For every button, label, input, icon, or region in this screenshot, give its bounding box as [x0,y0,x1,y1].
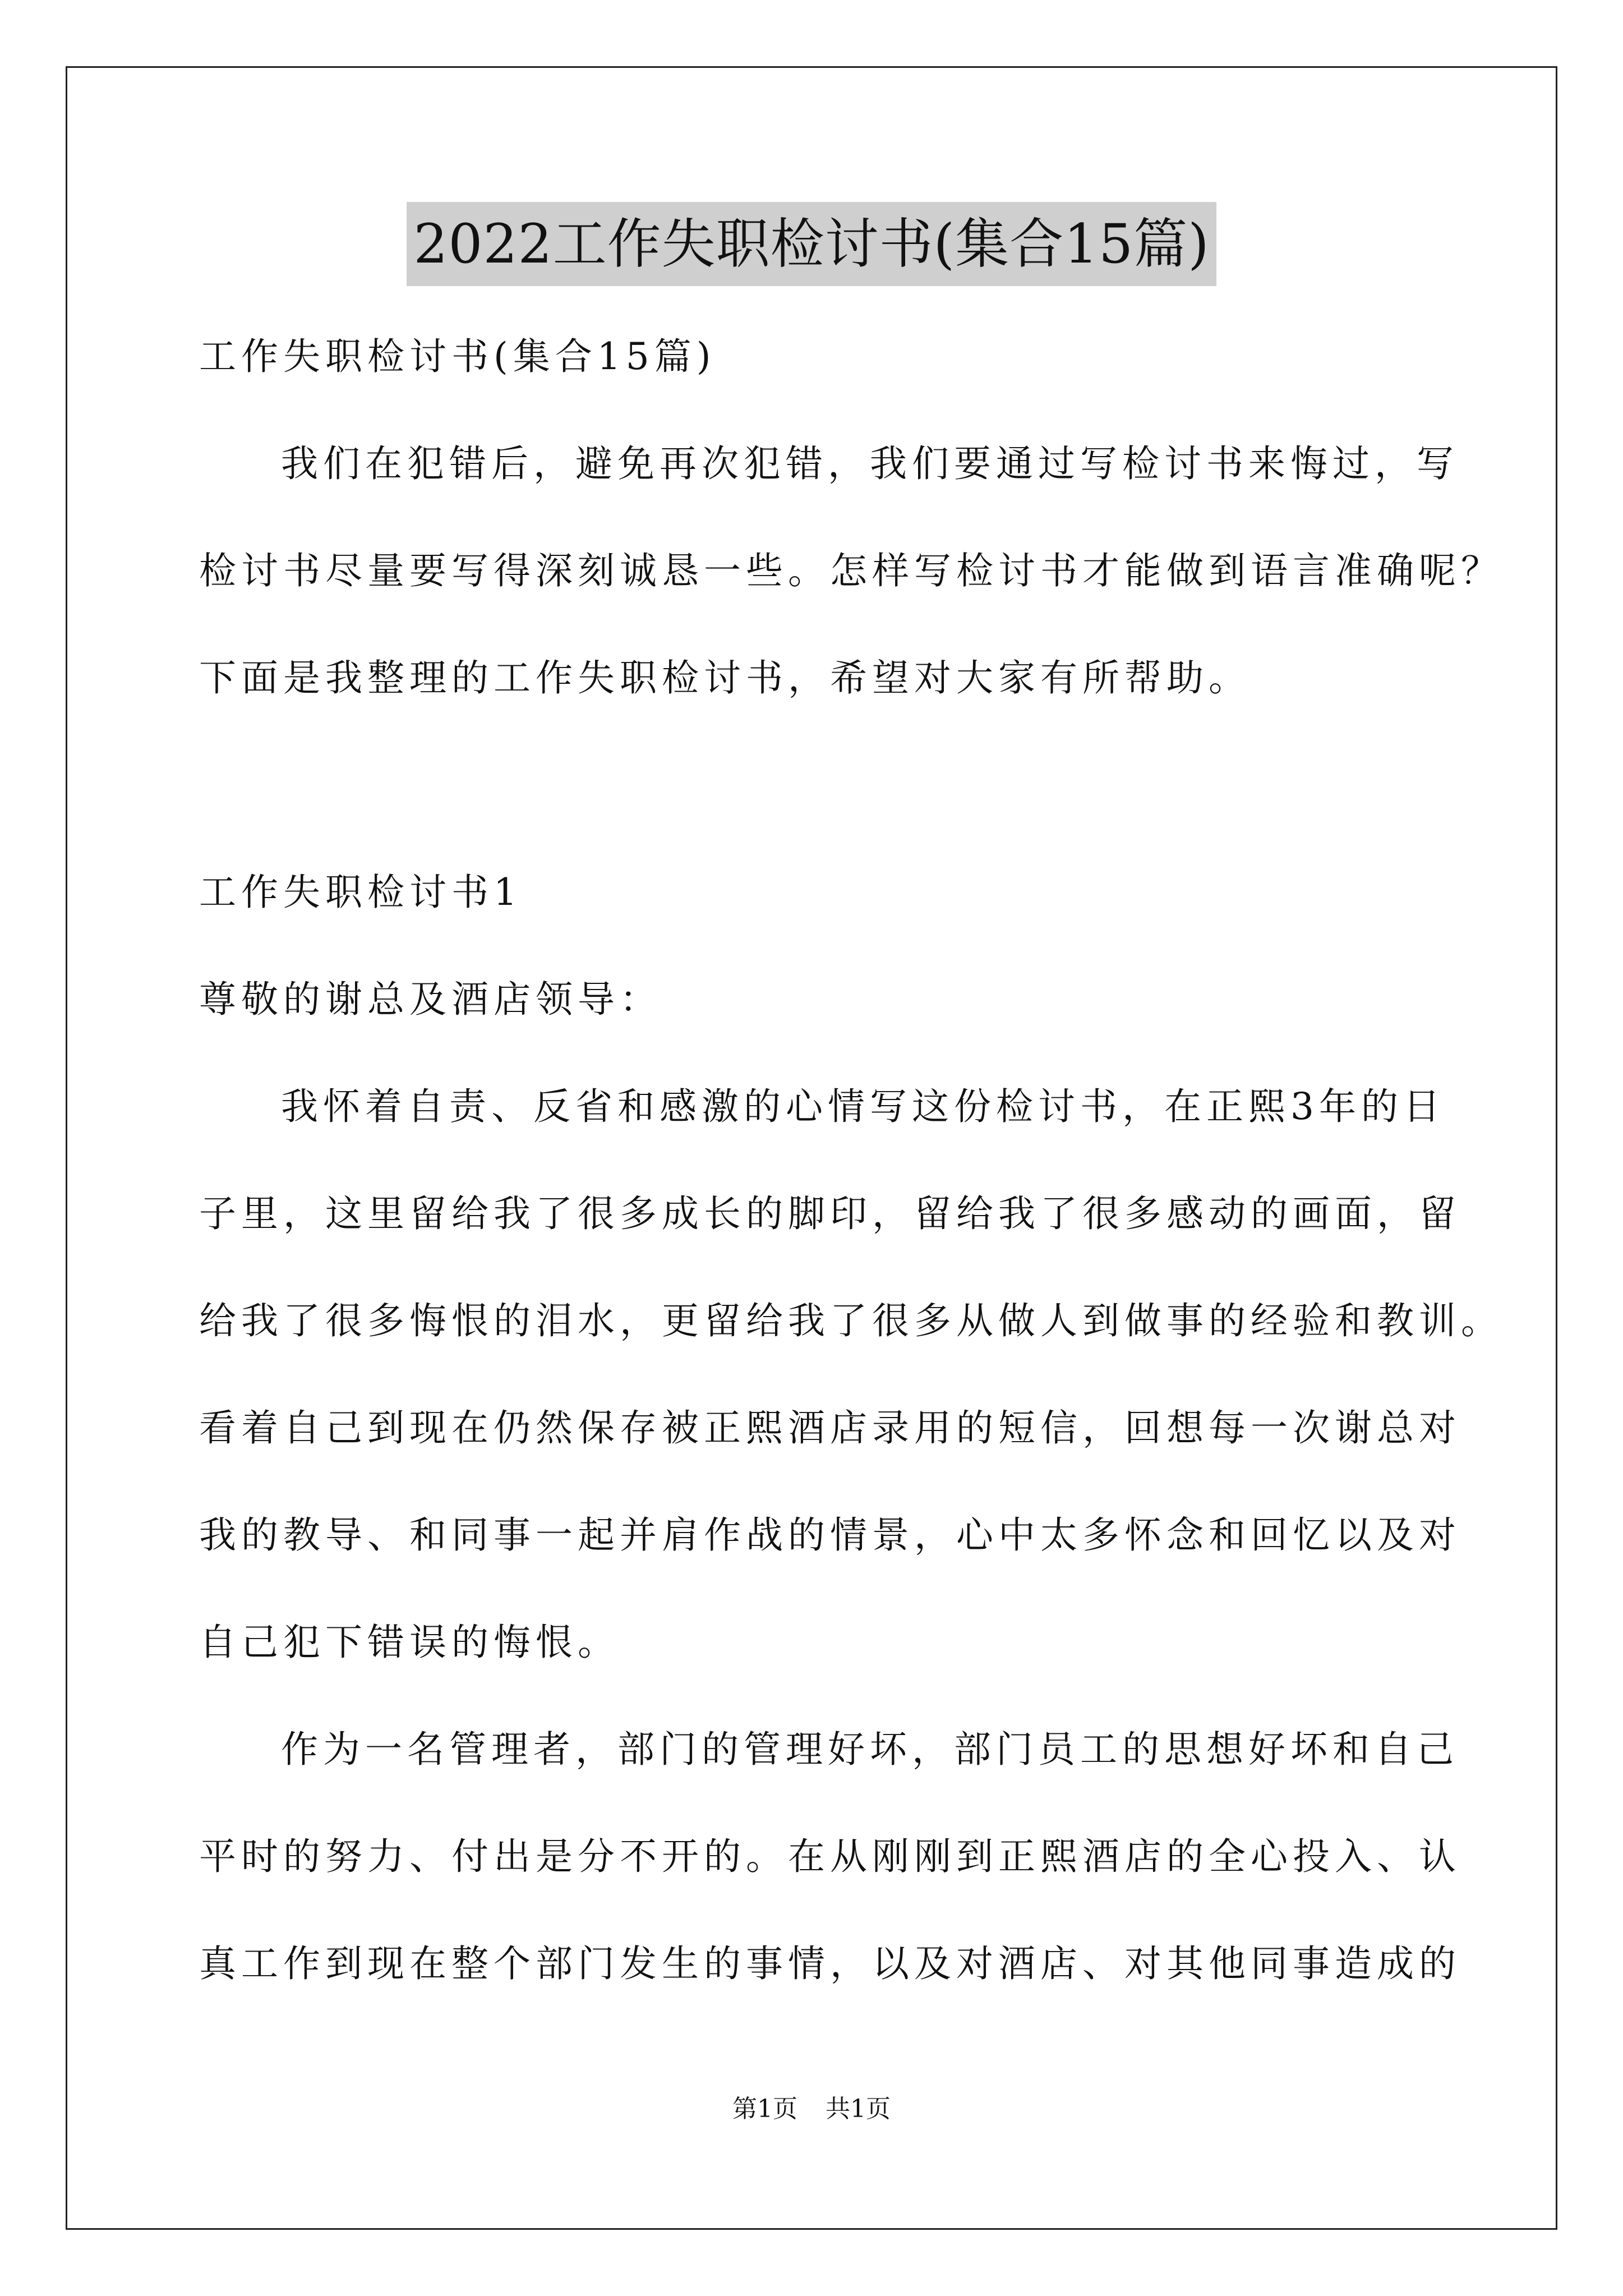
intro-line: 下面是我整理的工作失职检讨书，希望对大家有所帮助。 [199,656,1251,700]
paragraph1-line: 我怀着自责、反省和感激的心情写这份检讨书，在正熙3年的日 [281,1085,1445,1128]
paragraph1-line: 看着自己到现在仍然保存被正熙酒店录用的短信，回想每一次谢总对 [199,1406,1461,1450]
paragraph1-line: 子里，这里留给我了很多成长的脚印，留给我了很多感动的画面，留 [199,1192,1461,1235]
page-footer [0,2092,1623,2126]
title-container [0,202,1623,286]
section-heading: 工作失职检讨书1 [199,871,522,914]
intro-line: 我们在犯错后，避免再次犯错，我们要通过写检讨书来悔过，写 [281,442,1459,485]
paragraph1-line: 我的教导、和同事一起并肩作战的情景，心中太多怀念和回忆以及对 [199,1513,1461,1557]
paragraph2-line: 作为一名管理者，部门的管理好坏，部门员工的思想好坏和自己 [281,1728,1459,1771]
paragraph1-line: 给我了很多悔恨的泪水，更留给我了很多从做人到做事的经验和教训。 [199,1299,1503,1342]
paragraph2-line: 真工作到现在整个部门发生的事情，以及对酒店、对其他同事造成的 [199,1942,1461,1985]
document-title: 2022工作失职检讨书(集合15篇) [407,202,1216,286]
paragraph2-line: 平时的努力、付出是分不开的。在从刚刚到正熙酒店的全心投入、认 [199,1835,1461,1878]
document-body [199,303,1503,2017]
document-subtitle: 工作失职检讨书(集合15篇) [199,335,716,378]
page-total: 共1页 [826,2095,891,2123]
page-number: 第1页 [732,2095,797,2123]
paragraph1-line: 自己犯下错误的悔恨。 [199,1621,620,1664]
paragraph-spacer [199,731,1433,839]
salutation: 尊敬的谢总及酒店领导： [199,978,662,1021]
intro-line: 检讨书尽量要写得深刻诚恳一些。怎样写检讨书才能做到语言准确呢？ [199,549,1503,592]
